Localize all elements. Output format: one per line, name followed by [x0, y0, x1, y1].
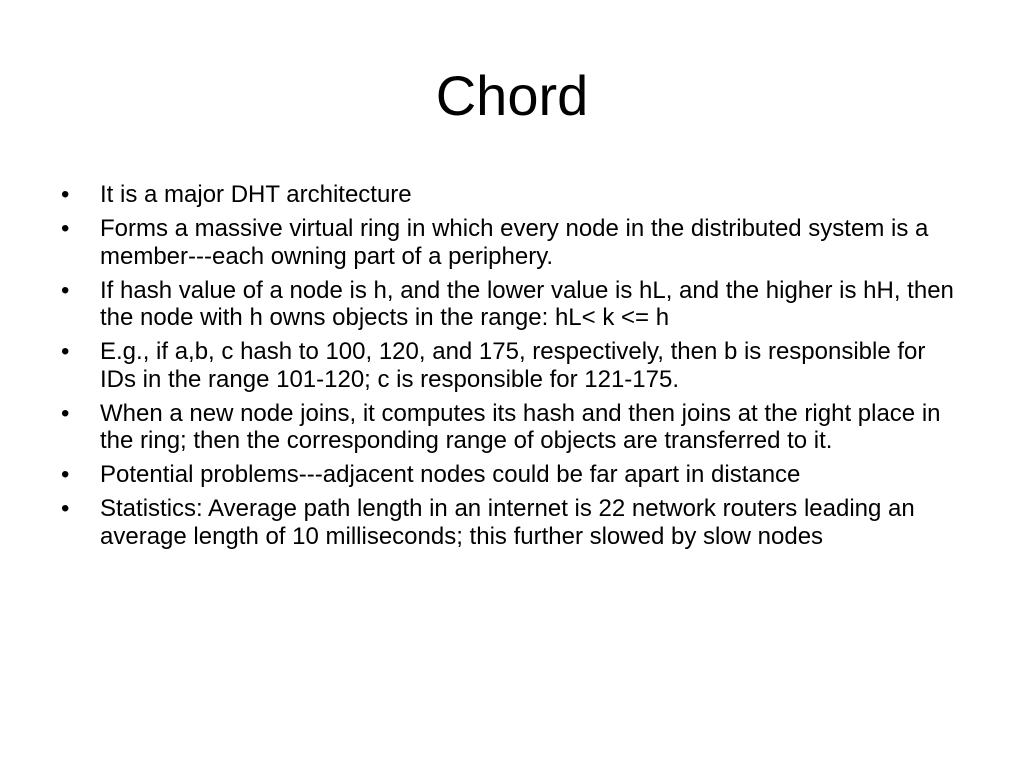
- bullet-text: Statistics: Average path length in an internet is 22 network routers leading an average length of 10 milliseconds; this further slowed by slow nodes: [100, 495, 915, 550]
- bullet-item: [56, 215, 956, 270]
- bullet-text: If hash value of a node is h, and the lower value is hL, and the higher is hH, then the node with h owns objects in the range: hL< k <= h: [100, 276, 954, 331]
- bullet-dot-icon: •: [61, 338, 70, 365]
- bullet-dot-icon: •: [61, 495, 70, 522]
- bullet-text: Forms a massive virtual ring in which every node in the distributed system is a member---each owning part of a periphery.: [100, 215, 929, 270]
- bullet-item: [56, 338, 956, 393]
- bullet-item: [56, 495, 956, 550]
- bullet-text: It is a major DHT architecture: [100, 181, 412, 208]
- bullet-text: When a new node joins, it computes its hash and then joins at the right place in the ring; then the corresponding range of objects are transferred to it.: [100, 399, 941, 454]
- bullet-dot-icon: •: [61, 461, 70, 488]
- bullet-text: Potential problems---adjacent nodes could be far apart in distance: [100, 461, 801, 488]
- bullet-item: [56, 181, 956, 209]
- bullet-dot-icon: •: [61, 181, 70, 208]
- slide-title: Chord: [435, 64, 589, 127]
- bullet-list: [56, 181, 956, 557]
- bullet-item: [56, 277, 956, 332]
- bullet-item: [56, 461, 956, 489]
- bullet-dot-icon: •: [61, 276, 70, 304]
- bullet-dot-icon: •: [61, 215, 70, 242]
- bullet-item: [56, 400, 956, 455]
- bullet-text: E.g., if a,b, c hash to 100, 120, and 175, respectively, then b is responsible for IDs in the range 101-120; c is responsible for 121-175.: [100, 338, 926, 393]
- bullet-dot-icon: •: [61, 399, 70, 427]
